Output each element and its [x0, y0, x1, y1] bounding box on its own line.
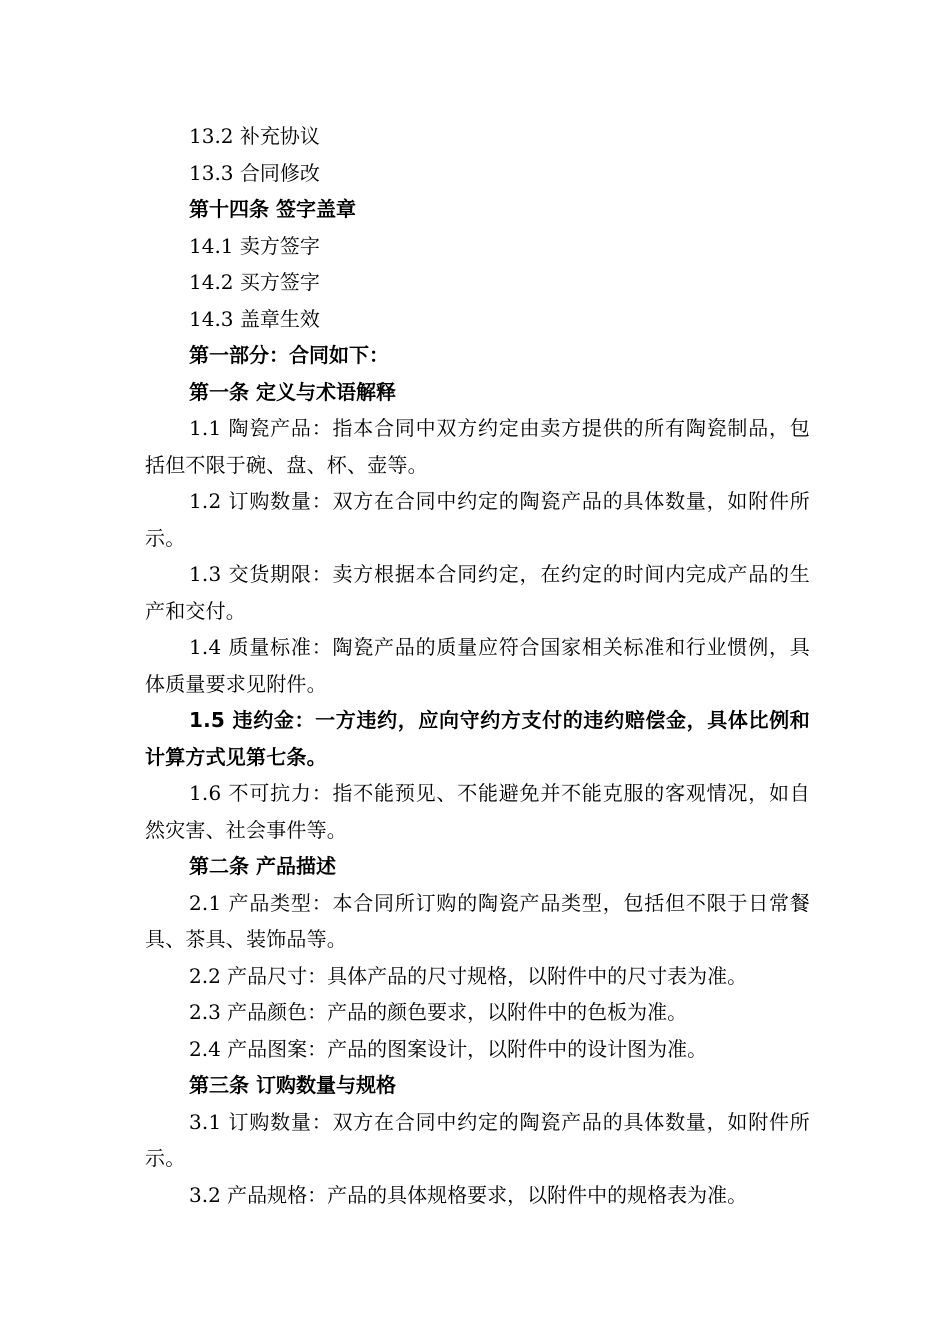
clause-2-1: 2.1 产品类型：本合同所订购的陶瓷产品类型，包括但不限于日常餐具、茶具、装饰品等。	[145, 890, 810, 951]
clause-14-3: 14.3 盖章生效	[189, 306, 320, 331]
clause-1-3: 1.3 交货期限：卖方根据本合同约定，在约定的时间内完成产品的生产和交付。	[145, 562, 810, 623]
clause-14-1: 14.1 卖方签字	[189, 233, 320, 258]
article-14-heading: 第十四条 签字盖章	[189, 197, 356, 221]
part-1-heading: 第一部分：合同如下：	[189, 343, 389, 367]
clause-2-3: 2.3 产品颜色：产品的颜色要求，以附件中的色板为准。	[189, 1000, 688, 1024]
clause-1-4: 1.4 质量标准：陶瓷产品的质量应符合国家相关标准和行业惯例，具体质量要求见附件。	[145, 635, 810, 696]
article-1-heading: 第一条 定义与术语解释	[189, 379, 396, 404]
clause-1-6: 1.6 不可抗力：指不能预见、不能避免并不能克服的客观情况，如自然灾害、社会事件等。	[145, 781, 810, 842]
clause-13-3: 13.3 合同修改	[189, 160, 320, 185]
clause-2-4: 2.4 产品图案：产品的图案设计，以附件中的设计图为准。	[189, 1036, 708, 1061]
clause-3-2: 3.2 产品规格：产品的具体规格要求，以附件中的规格表为准。	[189, 1182, 748, 1207]
clause-2-2: 2.2 产品尺寸：具体产品的尺寸规格，以附件中的尺寸表为准。	[189, 963, 748, 988]
article-3-heading: 第三条 订购数量与规格	[189, 1073, 396, 1097]
clause-1-2: 1.2 订购数量：双方在合同中约定的陶瓷产品的具体数量，如附件所示。	[145, 489, 810, 550]
article-2-heading: 第二条 产品描述	[189, 854, 336, 878]
clause-13-2: 13.2 补充协议	[189, 124, 320, 148]
clause-1-5: 1.5 违约金：一方违约，应向守约方支付的违约赔偿金，具体比例和计算方式见第七条。	[145, 708, 810, 769]
clause-14-2: 14.2 买方签字	[189, 270, 320, 294]
contract-body	[145, 118, 810, 1213]
clause-3-1: 3.1 订购数量：双方在合同中约定的陶瓷产品的具体数量，如附件所示。	[145, 1109, 810, 1170]
clause-1-1: 1.1 陶瓷产品：指本合同中双方约定由卖方提供的所有陶瓷制品，包括但不限于碗、盘、杯、壶等。	[145, 416, 810, 477]
